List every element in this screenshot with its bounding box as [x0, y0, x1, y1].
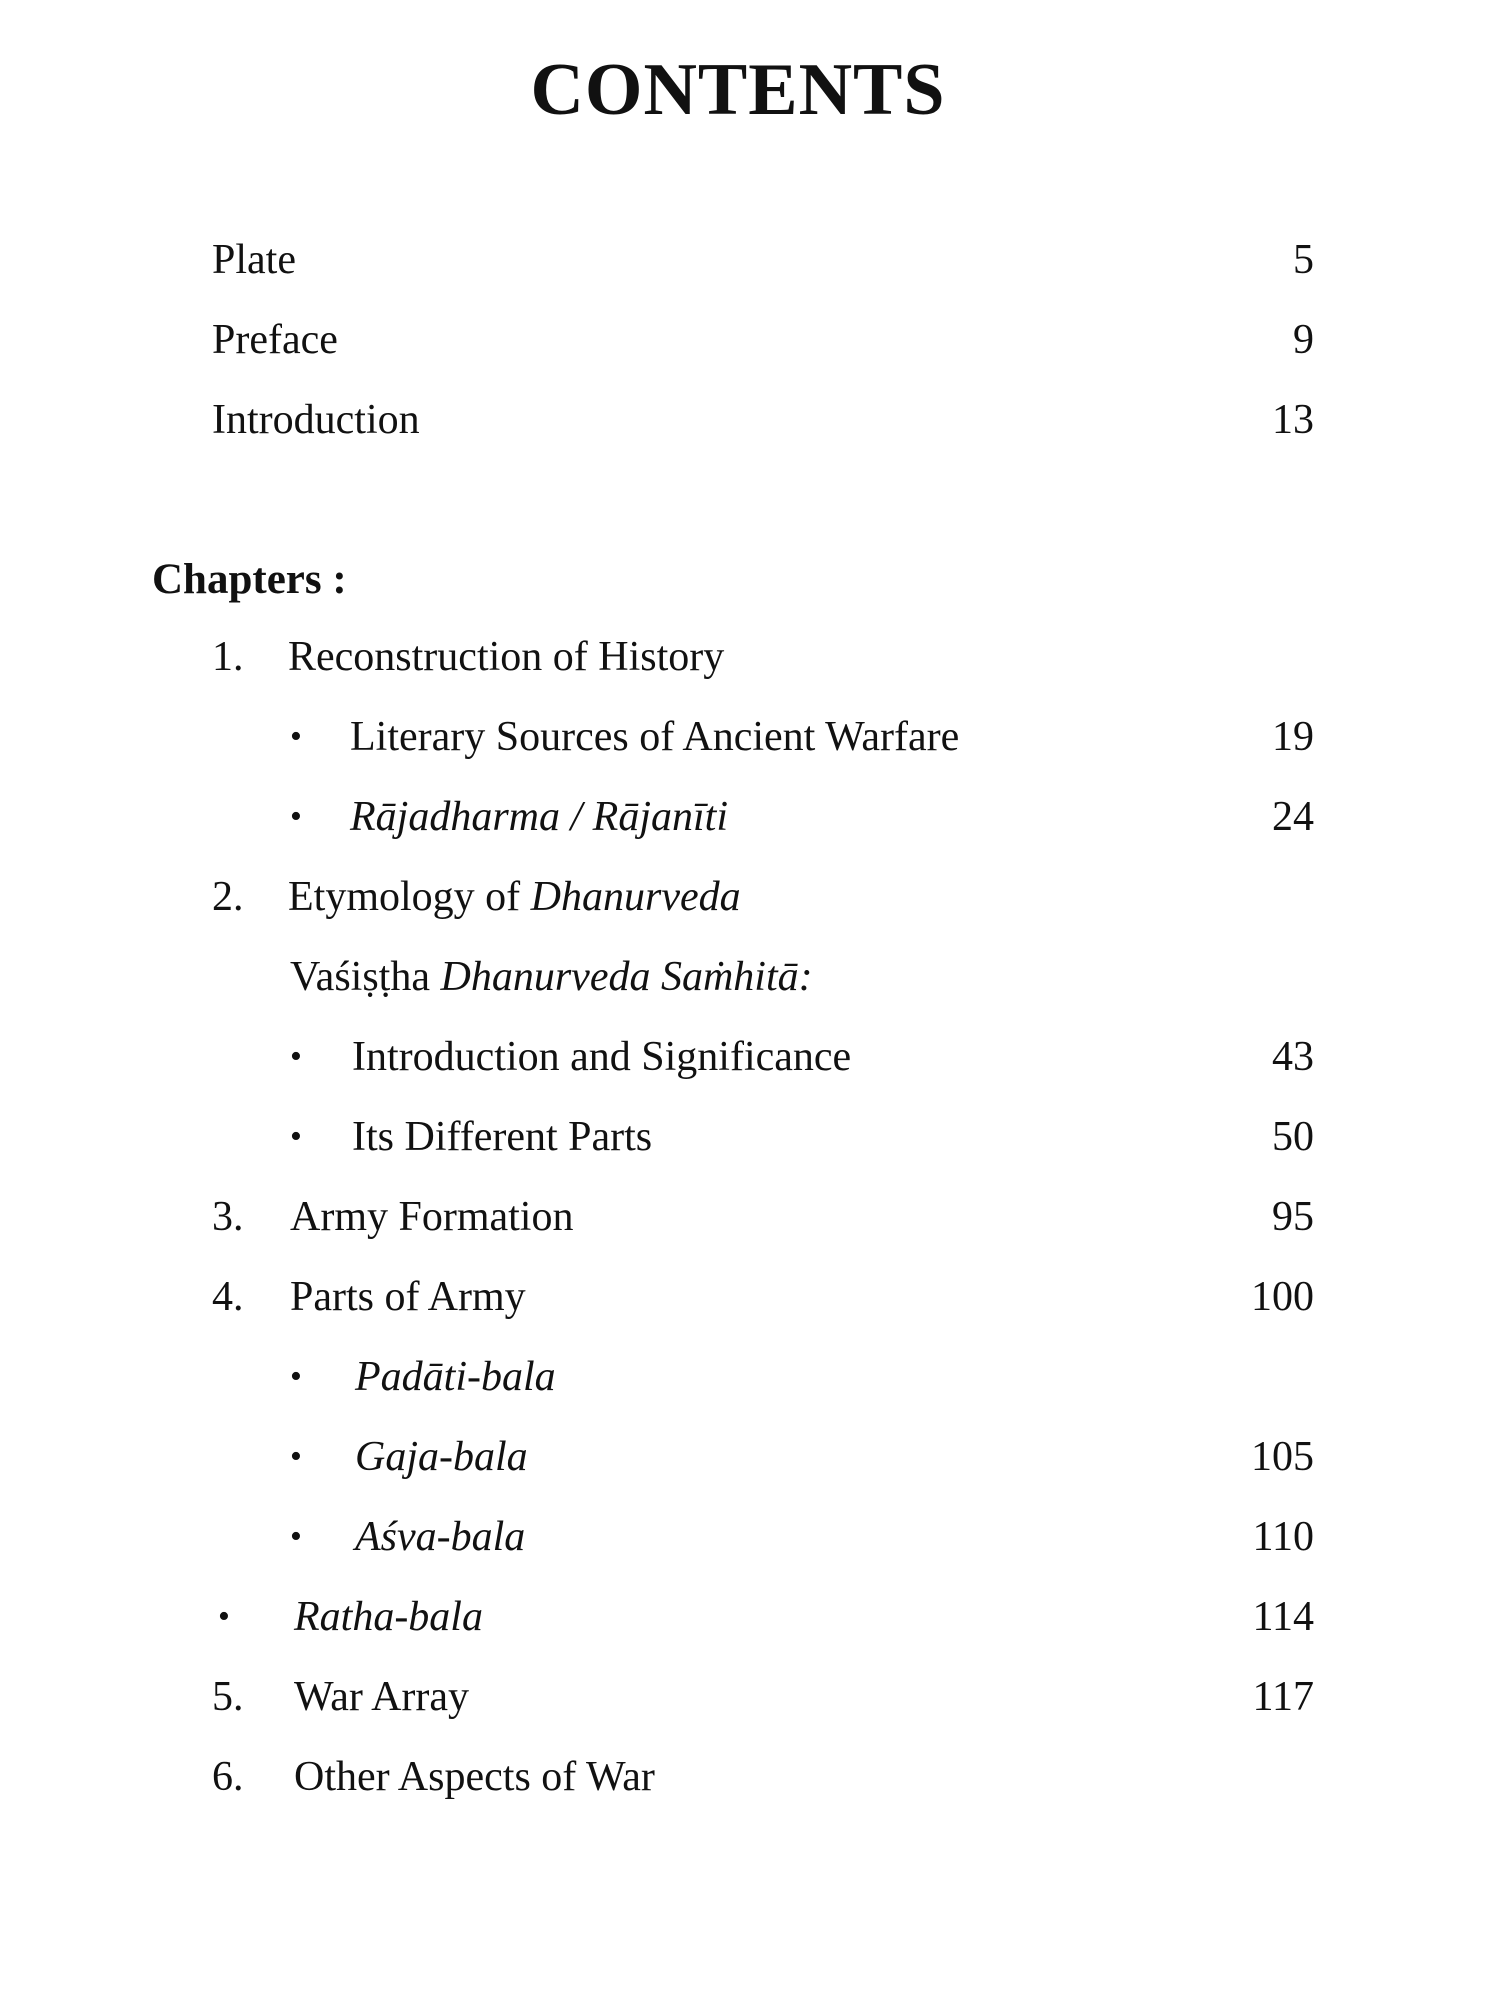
subentry-title: Its Different Parts — [352, 1114, 653, 1160]
chapter-number: 2. — [212, 874, 244, 920]
toc-page-number: 117 — [1252, 1674, 1314, 1720]
subentry-title: Padāti-bala — [355, 1354, 556, 1400]
bullet-icon: • — [290, 1518, 302, 1555]
subentry-title: Rājadharma / Rājanīti — [350, 794, 728, 840]
subheading-plain: Vaśiṣṭha — [290, 954, 441, 1000]
subentry-title: Introduction and Significance — [352, 1034, 852, 1080]
toc-page-number: 24 — [1272, 794, 1314, 840]
toc-page-number: 50 — [1272, 1114, 1314, 1160]
bullet-icon: • — [290, 1118, 302, 1155]
bullet-icon: • — [290, 798, 302, 835]
toc-page-number: 9 — [1293, 317, 1314, 363]
chapter-title: War Array — [294, 1674, 470, 1720]
toc-page-number: 43 — [1272, 1034, 1314, 1080]
toc-subentry[interactable] — [0, 707, 1500, 767]
subentry-title: Aśva-bala — [355, 1514, 526, 1560]
bullet-icon: • — [290, 718, 302, 755]
toc-entry-introduction[interactable] — [0, 390, 1500, 450]
chapter-title: Reconstruction of History — [288, 634, 725, 680]
toc-entry-preface[interactable] — [0, 310, 1500, 370]
toc-subentry[interactable] — [0, 1427, 1500, 1487]
toc-page-number: 19 — [1272, 714, 1314, 760]
chapter-title: Parts of Army — [290, 1274, 526, 1320]
chapter-title — [288, 867, 741, 927]
chapter-number: 3. — [212, 1194, 244, 1240]
toc-subentry[interactable] — [0, 787, 1500, 847]
toc-subentry[interactable] — [0, 1587, 1500, 1647]
toc-entry-label: Introduction — [212, 397, 420, 443]
chapter-title-plain: Etymology of — [288, 874, 531, 920]
bullet-icon: • — [218, 1598, 230, 1635]
toc-chapter-2-subheading — [0, 947, 1500, 1007]
chapter-number: 1. — [212, 634, 244, 680]
toc-subentry[interactable] — [0, 1107, 1500, 1167]
subentry-title: Gaja-bala — [355, 1434, 528, 1480]
chapter-number: 4. — [212, 1274, 244, 1320]
toc-page-number: 95 — [1272, 1194, 1314, 1240]
toc-page-number: 100 — [1251, 1274, 1314, 1320]
toc-page-number: 110 — [1252, 1514, 1314, 1560]
toc-entry-plate[interactable] — [0, 230, 1500, 290]
toc-subentry[interactable] — [0, 1347, 1500, 1407]
toc-page-number: 5 — [1293, 237, 1314, 283]
chapter-title-italic: Dhanurveda — [530, 874, 741, 920]
toc-chapter-1[interactable] — [0, 627, 1500, 687]
toc-chapter-4[interactable] — [0, 1267, 1500, 1327]
subheading-italic: Dhanurveda Saṁhitā: — [440, 954, 813, 1000]
bullet-icon: • — [290, 1438, 302, 1475]
chapter-number: 5. — [212, 1674, 244, 1720]
chapter-number: 6. — [212, 1754, 244, 1800]
toc-page-number: 105 — [1251, 1434, 1314, 1480]
chapter-title: Other Aspects of War — [294, 1754, 655, 1800]
toc-chapter-6[interactable] — [0, 1747, 1500, 1807]
toc-subentry[interactable] — [0, 1027, 1500, 1087]
chapters-heading: Chapters : — [152, 556, 347, 603]
toc-entry-label: Preface — [212, 317, 338, 363]
toc-chapter-3[interactable] — [0, 1187, 1500, 1247]
toc-page-number: 114 — [1252, 1594, 1314, 1640]
bullet-icon: • — [290, 1038, 302, 1075]
subheading-title — [290, 947, 813, 1007]
toc-page-number: 13 — [1272, 397, 1314, 443]
toc-chapter-5[interactable] — [0, 1667, 1500, 1727]
chapter-title: Army Formation — [290, 1194, 574, 1240]
toc-chapter-2[interactable] — [0, 867, 1500, 927]
subentry-title: Literary Sources of Ancient Warfare — [350, 714, 960, 760]
subentry-title: Ratha-bala — [294, 1594, 483, 1640]
toc-subentry[interactable] — [0, 1507, 1500, 1567]
toc-entry-label: Plate — [212, 237, 296, 283]
bullet-icon: • — [290, 1358, 302, 1395]
page-title: CONTENTS — [530, 49, 946, 131]
